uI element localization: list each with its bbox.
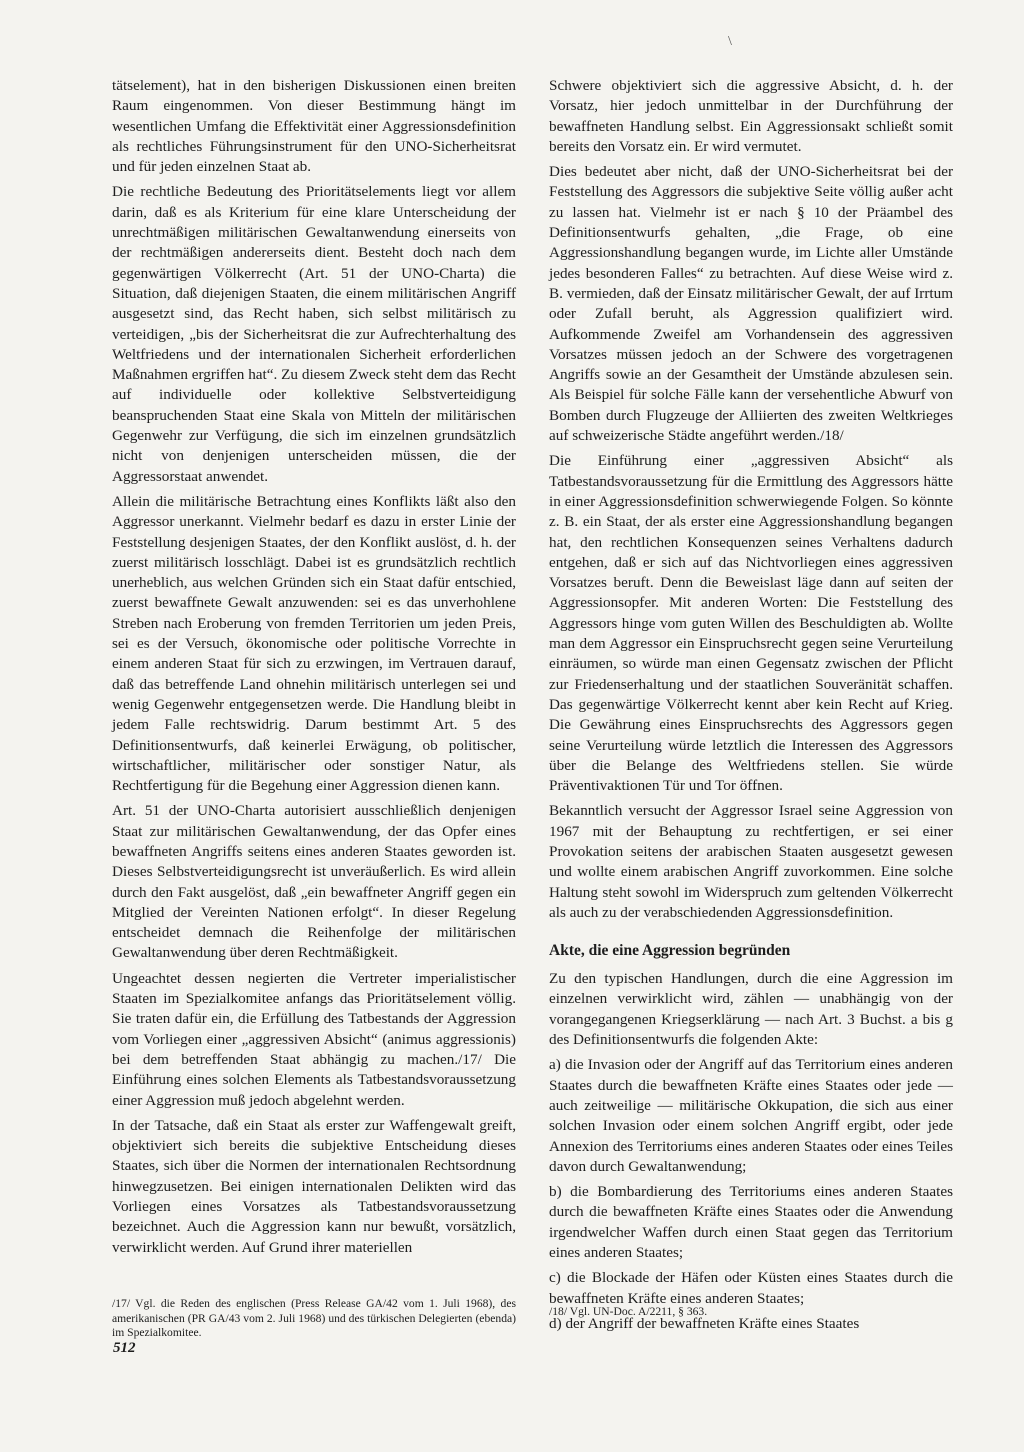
paragraph: Die Einführung einer „aggressiven Absicht“ als Tatbestandsvoraussetzung für die Ermittlung des Aggressors hätte in einer Aggressionsdefinition schwerwiegende Folgen. So könnte z. B. ein Staat, der als erster eine Aggressionshandlung begangen hat, den rechtlichen Konsequenzen seines Verhaltens dadurch entgehen, daß er sich auf das Nichtvorliegen eines aggressiven Vorsatzes beruft. Denn die Beweislast läge dann auf seiten der Aggressionsopfer. Mit anderen Worten: Die Feststellung des Aggressors hinge vom guten Willen des Beschuldigten ab. Wollte man dem Aggressor ein Einspruchsrecht gegen seine Verurteilung einräumen, so würde man einen Gegensatz zwischen der Pflicht zur Friedenserhaltung und der staatlichen Souveränität schaffen. Das gegenwärtige Völkerrecht kennt aber kein Recht auf Krieg. Die Gewährung eines Einspruchsrechts des Aggressors gegen seine Verurteilung würde letztlich die Interessen des Aggressors über die Belange des Weltfriedens stellen. Sie würde Präventivaktionen Tür und Tor öffnen.: [549, 452, 953, 795]
list-item: b) die Bombardierung des Territoriums eines anderen Staates durch die bewaffneten Kräfte eines Staates oder die Anwendung irgendwelcher Waffen durch einen Staat gegen das Territorium eines anderen Staates;: [549, 1183, 953, 1262]
list-item: d) der Angriff der bewaffneten Kräfte eines Staates: [549, 1314, 860, 1332]
footnote-18: /18/ Vgl. UN-Doc. A/2211, § 363.: [549, 1305, 708, 1318]
paragraph: In der Tatsache, daß ein Staat als erster zur Waffengewalt greift, objektiviert sich bereits die subjektive Entscheidung dieses Staates, sich über die Normen der internationalen Rechtsordnung hinwegzusetzen. Bei einigen internationalen Delikten wird das Vorliegen eines Vorsatzes als Tatbestandsvoraussetzung bezeichnet. Auch die Aggression kann nur bewußt, vorsätzlich, verwirklicht werden. Auf Grund ihrer materiellen: [112, 1116, 516, 1256]
scan-mark: \: [728, 34, 732, 49]
left-column: [112, 76, 516, 1263]
paragraph: Dies bedeutet aber nicht, daß der UNO-Sicherheitsrat bei der Feststellung des Aggressors die subjektive Seite völlig außer acht zu lassen hat. Vielmehr ist er nach § 10 der Präambel des Definitionsentwurfs gehalten, „die Frage, ob eine Aggressionshandlung begangen wurde, im Lichte aller Umstände jedes besonderen Falles“ zu betrachten. Auf diese Weise wird z. B. vermieden, daß der Einsatz militärischer Gewalt, der auf Irrtum oder Zufall beruht, als Aggression qualifiziert wird. Aufkommende Zweifel am Vorhandensein des aggressiven Vorsatzes müssen jedoch an der Schwere des vorgetragenen Angriffs sowie an der Gesamtheit der Umstände abzulesen sein. Als Beispiel für solche Fälle kann der versehentliche Abwurf von Bomben durch Flugzeuge der Alliierten des zweiten Weltkrieges auf schweizerische Städte angeführt werden./18/: [549, 163, 954, 445]
list-item: a) die Invasion oder der Angriff auf das Territorium eines anderen Staates durch die bewaffneten Kräfte eines Staates oder jede — auch zeitweilige — militärische Okkupation, die sich aus einer solchen Invasion oder einem solchen Angriff ergibt, oder jede Annexion des Territoriums eines anderen Staates oder eines Teiles davon durch Gewaltanwendung;: [549, 1056, 953, 1175]
paragraph: Ungeachtet dessen negierten die Vertreter imperialistischer Staaten im Spezialkomitee anfangs das Prioritätselement völlig. Sie traten dafür ein, die Erfüllung des Tatbestands der Aggression vom Vorliegen einer „aggressiven Absicht“ (animus aggressionis) bei dem betreffenden Staat abhängig zu machen./17/ Die Einführung eines solchen Elements als Tatbestandsvoraussetzung einer Aggression muß jedoch abgelehnt werden.: [112, 969, 516, 1109]
paragraph: Schwere objektiviert sich die aggressive Absicht, d. h. der Vorsatz, hier jedoch unmittelbar in der Durchführung der bewaffneten Handlung selbst. Ein Aggressionsakt schließt somit bereits den Vorsatz ein. Er wird vermutet.: [549, 77, 953, 155]
page-number: 512: [113, 1340, 136, 1356]
paragraph: Die rechtliche Bedeutung des Prioritätselements liegt vor allem darin, daß es als Kriterium für eine klare Unterscheidung der unrechtmäßigen militärischen Gewaltanwendung einerseits von der rechtmäßigen andererseits dient. Besteht doch nach dem gegenwärtigen Völkerrecht (Art. 51 der UNO-Charta) die Situation, daß diejenigen Staaten, die einem militärischen Angriff ausgesetzt sind, das Recht haben, sich selbst militärisch zu verteidigen, „bis der Sicherheitsrat die zur Aufrechterhaltung des Weltfriedens und der internationalen Sicherheit erforderlichen Maßnahmen ergriffen hat“. Zu diesem Zweck steht dem das Recht auf individuelle oder kollektive Selbstverteidigung beanspruchenden Staat eine Skala von Mitteln der militärischen Gegenwehr zur Verfügung, die sich im einzelnen grundsätzlich nicht von denjenigen unterscheiden müssen, die der Aggressorstaat anwendet.: [112, 183, 516, 485]
paragraph: Art. 51 der UNO-Charta autorisiert ausschließlich denjenigen Staat zur militärischen Gewaltanwendung, der das Opfer eines bewaffneten Angriffs seitens eines anderen Staates geworden ist. Dieses Selbstverteidigungsrecht ist unveräußerlich. Es wird allein durch den Fakt ausgelöst, daß „ein bewaffneter Angriff gegen ein Mitglied der Vereinten Nationen erfolgt“. In dieser Regelung entscheidet demnach die Reihenfolge der militärischen Gewaltanwendung über deren Rechtmäßigkeit.: [112, 802, 516, 962]
paragraph: tätselement), hat in den bisherigen Diskussionen einen breiten Raum eingenommen. Von dieser Bestimmung hängt im wesentlichen Umfang die Effektivität einer Aggressionsdefinition als rechtliches Führungsinstrument für den UNO-Sicherheitsrat und für jeden einzelnen Staat ab.: [112, 77, 516, 176]
paragraph: Bekanntlich versucht der Aggressor Israel seine Aggression von 1967 mit der Behauptung zu rechtfertigen, er sei einer Provokation seitens der arabischen Staaten ausgesetzt gewesen und wollte einem arabischen Angriff zuvorkommen. Eine solche Haltung steht sowohl im Widerspruch zum geltenden Völkerrecht als auch zu der verabschiedenden Aggressionsdefinition.: [549, 802, 953, 921]
footnote-17: /17/ Vgl. die Reden des englischen (Press Release GA/42 vom 1. Juli 1968), des amerikanischen (PR GA/43 vom 2. Juli 1968) und des türkischen Delegierten (ebenda) im Spezialkomitee.: [112, 1297, 516, 1339]
section-heading: Akte, die eine Aggression begründen: [549, 942, 791, 960]
paragraph: Allein die militärische Betrachtung eines Konflikts läßt also den Aggressor unerkannt. Vielmehr bedarf es dazu in erster Linie der Feststellung desjenigen Staates, der den Konflikt auslöst, d. h. der zuerst militärisch losschlägt. Dabei ist es grundsätzlich rechtlich unerheblich, aus welchen Gründen sich ein Staat dafür entschied, zuerst bewaffnete Gewalt anzuwenden: sei es das unverhohlene Streben nach Eroberung von fremden Territorien um jeden Preis, sei es der Versuch, ökonomische oder politische Vorrechte in einem anderen Staat für sich zu erzwingen, im Vertrauen darauf, daß das betreffende Land ohnehin militärisch unterlegen sei und wenig Gegenwehr entgegensetzen werde. Die Handlung bleibt in jedem Falle rechtswidrig. Darum bestimmt Art. 5 des Definitionsentwurfs, daß keinerlei Erwägung, ob politischer, wirtschaftlicher, militärischer oder sonstiger Natur, als Rechtfertigung für die Begehung einer Aggression dienen kann.: [112, 492, 516, 795]
right-column: [549, 76, 953, 1339]
paragraph: Zu den typischen Handlungen, durch die eine Aggression im einzelnen verwirklicht wird, zählen — unabhängig von der vorangegangenen Kriegserklärung — nach Art. 3 Buchst. a bis g des Definitionsentwurfs die folgenden Akte:: [549, 970, 953, 1049]
list-item: c) die Blockade der Häfen oder Küsten eines Staates durch die bewaffneten Kräfte eines anderen Staates;: [549, 1269, 953, 1307]
